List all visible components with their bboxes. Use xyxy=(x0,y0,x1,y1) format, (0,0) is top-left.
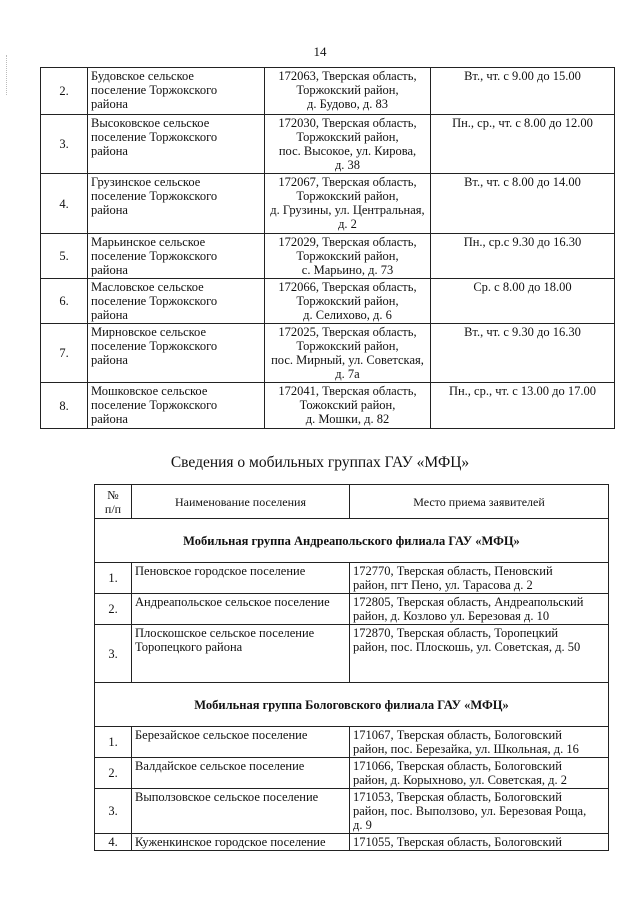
group-title: Мобильная группа Бологовского филиала ГАУ «МФЦ» xyxy=(95,683,609,727)
settlement-address-line: Торжокский район, xyxy=(296,249,399,263)
row-number: 1. xyxy=(95,563,132,594)
settlement-address-line: Торжокский район, xyxy=(296,83,399,97)
reception-address-line: 172805, Тверская область, Андреапольский xyxy=(353,595,584,609)
table-row xyxy=(41,383,615,429)
reception-address-line: 172870, Тверская область, Торопецкий xyxy=(353,626,559,640)
reception-address-line: район, пгт Пено, ул. Тарасова д. 2 xyxy=(353,578,533,592)
reception-hours: Вт., чт. с 9.00 до 15.00 xyxy=(431,68,615,115)
settlement-name xyxy=(132,789,350,834)
settlement-name-line: поселение Торжокского xyxy=(91,83,218,97)
settlement-name-line: Грузинское сельское xyxy=(91,175,201,189)
table-row xyxy=(41,324,615,383)
settlement-name-line: Торопецкого района xyxy=(135,640,243,654)
row-number: 3. xyxy=(95,789,132,834)
reception-address-line: д. 9 xyxy=(353,818,372,832)
reception-hours: Вт., чт. с 9.30 до 16.30 xyxy=(431,324,615,383)
section-title: Сведения о мобильных группах ГАУ «МФЦ» xyxy=(170,454,470,471)
settlement-address xyxy=(265,68,431,115)
settlement-address-line: с. Марьино, д. 73 xyxy=(301,263,394,277)
row-number: 3. xyxy=(95,625,132,683)
settlement-name-line: Березайское сельское поселение xyxy=(135,728,308,742)
group-row xyxy=(95,683,609,727)
settlement-name-line: поселение Торжокского xyxy=(91,189,218,203)
settlement-name-line: района xyxy=(91,144,128,158)
settlement-name-line: Куженкинское городское поселение xyxy=(135,835,326,849)
reception-address-line: 171053, Тверская область, Бологовский xyxy=(353,790,562,804)
settlement-name xyxy=(132,758,350,789)
settlement-name xyxy=(132,625,350,683)
reception-hours: Пн., ср.с 9.30 до 16.30 xyxy=(431,234,615,279)
settlement-name-line: поселение Торжокского xyxy=(91,130,218,144)
row-number: 4. xyxy=(95,834,132,851)
reception-address xyxy=(350,834,609,851)
settlement-address-line: Торжокский район, xyxy=(296,189,399,203)
table-row xyxy=(95,625,609,683)
reception-address xyxy=(350,758,609,789)
settlement-name-line: Плоскошское сельское поселение xyxy=(135,626,315,640)
settlement-address xyxy=(265,115,431,174)
settlement-address-line: Тожокский район, xyxy=(299,398,396,412)
settlement-address-line: д. Грузины, ул. Центральная, xyxy=(270,203,425,217)
row-number: 6. xyxy=(41,279,88,324)
reception-address-line: 172770, Тверская область, Пеновский xyxy=(353,564,553,578)
settlement-name-line: Валдайское сельское поселение xyxy=(135,759,305,773)
row-number: 2. xyxy=(41,68,88,115)
row-number: 2. xyxy=(95,758,132,789)
row-number: 1. xyxy=(95,727,132,758)
reception-address-line: район, пос. Плоскошь, ул. Советская, д. 50 xyxy=(353,640,581,654)
settlement-name xyxy=(132,563,350,594)
settlement-name xyxy=(88,115,265,174)
settlement-name xyxy=(88,279,265,324)
table-row xyxy=(41,174,615,234)
reception-address-line: 171055, Тверская область, Бологовский xyxy=(353,835,562,849)
settlement-name-line: поселение Торжокского xyxy=(91,339,218,353)
settlement-address xyxy=(265,234,431,279)
settlement-name xyxy=(88,383,265,429)
group-title: Мобильная группа Андреапольского филиала ГАУ «МФЦ» xyxy=(95,519,609,563)
table-row xyxy=(41,68,615,115)
table-row xyxy=(95,758,609,789)
reception-address xyxy=(350,594,609,625)
settlement-address xyxy=(265,324,431,383)
settlement-name-line: района xyxy=(91,308,128,322)
settlement-address xyxy=(265,383,431,429)
mobile-groups-table xyxy=(94,484,609,851)
margin-marks xyxy=(6,55,10,95)
settlement-name xyxy=(132,727,350,758)
reception-address-line: район, пос. Выползово, ул. Березовая Роща, xyxy=(353,804,587,818)
row-number: 4. xyxy=(41,174,88,234)
settlement-address-line: пос. Мирный, ул. Советская, xyxy=(271,353,424,367)
settlement-address-line: 172063, Тверская область, xyxy=(278,69,417,83)
settlement-name-line: поселение Торжокского xyxy=(91,249,218,263)
reception-address xyxy=(350,789,609,834)
settlement-name-line: Мошковское сельское xyxy=(91,384,208,398)
reception-address-line: район, д. Корыхново, ул. Советская, д. 2 xyxy=(353,773,568,787)
settlement-address-line: д. 38 xyxy=(334,158,361,172)
settlement-address-line: Торжокский район, xyxy=(296,339,399,353)
table-row xyxy=(41,234,615,279)
group-row xyxy=(95,519,609,563)
settlement-name-line: района xyxy=(91,97,128,111)
settlements-schedule-table xyxy=(40,67,615,429)
settlement-address-line: д. Мошки, д. 82 xyxy=(305,412,390,426)
settlement-name-line: Выползовское сельское поселение xyxy=(135,790,319,804)
row-number: 5. xyxy=(41,234,88,279)
settlement-address-line: д. 7а xyxy=(335,367,360,381)
row-number: 8. xyxy=(41,383,88,429)
table-header-row xyxy=(95,485,609,519)
settlement-name xyxy=(132,834,350,851)
settlement-address-line: 172030, Тверская область, xyxy=(278,116,417,130)
settlement-address-line: 172025, Тверская область, xyxy=(278,325,417,339)
settlement-address-line: 172029, Тверская область, xyxy=(278,235,417,249)
settlement-name-line: района xyxy=(91,263,128,277)
settlement-address-line: 172066, Тверская область, xyxy=(278,280,417,294)
table-row xyxy=(95,563,609,594)
reception-address-line: район, пос. Березайка, ул. Школьная, д. 16 xyxy=(353,742,579,756)
header-place: Место приема заявителей xyxy=(350,485,609,519)
reception-hours: Вт., чт. с 8.00 до 14.00 xyxy=(431,174,615,234)
settlement-name-line: Мирновское сельское xyxy=(91,325,207,339)
settlement-name-line: Марьинское сельское xyxy=(91,235,206,249)
reception-hours: Пн., ср., чт. с 8.00 до 12.00 xyxy=(431,115,615,174)
settlement-address-line: пос. Высокое, ул. Кирова, xyxy=(278,144,417,158)
settlement-name xyxy=(88,234,265,279)
page-number: 14 xyxy=(313,44,327,59)
table-row xyxy=(95,789,609,834)
settlement-address xyxy=(265,279,431,324)
settlement-name-line: Масловское сельское xyxy=(91,280,204,294)
settlement-address-line: Торжокский район, xyxy=(296,294,399,308)
table-row xyxy=(95,834,609,851)
settlement-name-line: района xyxy=(91,412,128,426)
settlement-name-line: поселение Торжокского xyxy=(91,398,218,412)
row-number: 2. xyxy=(95,594,132,625)
settlement-name-line: района xyxy=(91,203,128,217)
settlement-address-line: 172067, Тверская область, xyxy=(278,175,417,189)
table-row xyxy=(95,727,609,758)
reception-address xyxy=(350,563,609,594)
header-settlement: Наименование поселения xyxy=(132,485,350,519)
header-number xyxy=(95,485,132,519)
settlement-name-line: Будовское сельское xyxy=(91,69,194,83)
reception-address xyxy=(350,727,609,758)
settlement-address-line: д. 2 xyxy=(338,217,357,231)
settlement-name-line: Высоковское сельское xyxy=(91,116,210,130)
settlement-name xyxy=(132,594,350,625)
settlement-name-line: Пеновское городское поселение xyxy=(135,564,306,578)
settlement-name-line: Андреапольское сельское поселение xyxy=(135,595,330,609)
header-number-line: п/п xyxy=(104,501,122,516)
reception-address-line: 171066, Тверская область, Бологовский xyxy=(353,759,562,773)
reception-address xyxy=(350,625,609,683)
settlement-address-line: д. Будово, д. 83 xyxy=(307,97,388,111)
settlement-name xyxy=(88,324,265,383)
reception-address-line: 171067, Тверская область, Бологовский xyxy=(353,728,562,742)
settlement-name xyxy=(88,68,265,115)
settlement-address-line: 172041, Тверская область, xyxy=(278,384,417,398)
settlement-address-line: Торжокский район, xyxy=(296,130,399,144)
settlement-name-line: поселение Торжокского xyxy=(91,294,218,308)
table-row xyxy=(41,279,615,324)
row-number: 7. xyxy=(41,324,88,383)
table-row xyxy=(95,594,609,625)
settlement-name-line: района xyxy=(91,353,128,367)
header-number-line: № xyxy=(107,487,119,502)
reception-hours: Пн., ср., чт. с 13.00 до 17.00 xyxy=(431,383,615,429)
settlement-address-line: д. Селихово, д. 6 xyxy=(303,308,392,322)
settlement-name xyxy=(88,174,265,234)
row-number: 3. xyxy=(41,115,88,174)
settlement-address xyxy=(265,174,431,234)
table-row xyxy=(41,115,615,174)
reception-address-line: район, д. Козлово ул. Березовая д. 10 xyxy=(353,609,550,623)
reception-hours: Ср. с 8.00 до 18.00 xyxy=(431,279,615,324)
